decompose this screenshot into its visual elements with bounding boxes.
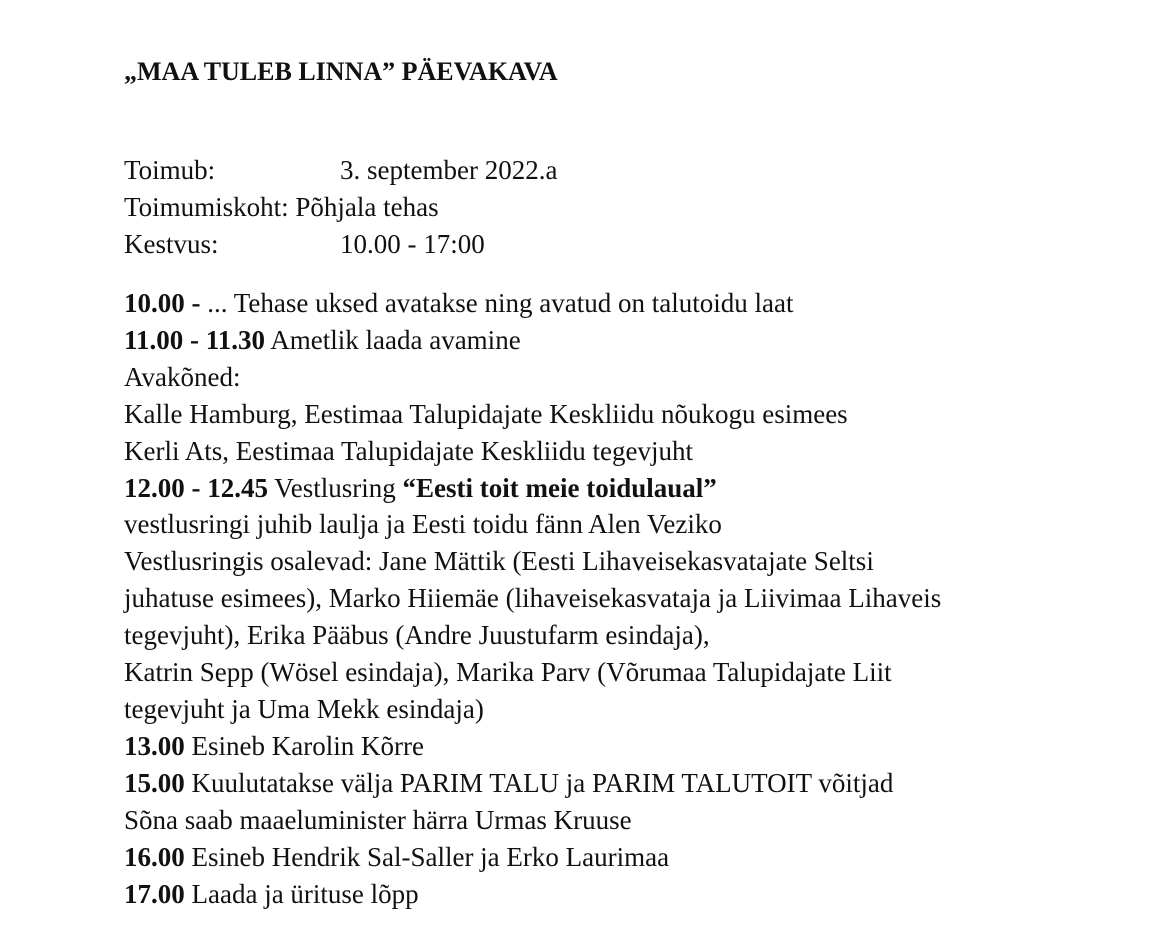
program-line (124, 285, 1149, 322)
program-text: tegevjuht), Erika Pääbus (Andre Juustufarm esindaja), (124, 620, 710, 651)
program-text: Katrin Sepp (Wösel esindaja), Marika Parv (Võrumaa Talupidajate Liit (124, 657, 892, 688)
program-line (124, 433, 1149, 470)
program-time: 15.00 (124, 767, 185, 798)
program-line (124, 765, 1149, 802)
program-time: 11.00 - 11.30 (124, 324, 266, 355)
date-label: Toimub: (124, 155, 216, 185)
program-text: tegevjuht ja Uma Mekk esindaja) (124, 693, 484, 724)
program-line (124, 359, 1149, 396)
program-line (124, 691, 1149, 728)
venue-label: Toimumiskoht: (124, 192, 289, 222)
program-text: Kalle Hamburg, Eestimaa Talupidajate Keskliidu nõukogu esimees (124, 398, 848, 429)
program-text: vestlusringi juhib laulja ja Eesti toidu fänn Alen Veziko (124, 509, 722, 540)
program-line (124, 506, 1149, 543)
program-text: Vestlusringis osalevad: Jane Mättik (Eesti Lihaveisekasvatajate Seltsi (124, 546, 874, 577)
program-line (124, 876, 1149, 913)
program-time: 16.00 (124, 841, 185, 872)
program-line (124, 396, 1149, 433)
program-line (124, 580, 1149, 617)
program-time: 12.00 - 12.45 (124, 472, 268, 503)
program-line (124, 728, 1149, 765)
program-text: Esineb Hendrik Sal-Saller ja Erko Laurimaa (184, 841, 670, 872)
program-line (124, 802, 1149, 839)
program-line (124, 839, 1149, 876)
program-text: ... Tehase uksed avatakse ning avatud on talutoidu laat (207, 288, 794, 318)
duration-value: 10.00 - 17:00 (340, 229, 485, 259)
program-line (124, 654, 1149, 691)
date-value: 3. september 2022.a (340, 155, 558, 185)
page-title: „MAA TULEB LINNA” PÄEVAKAVA (124, 57, 558, 86)
program-text: Esineb Karolin Kõrre (184, 730, 424, 761)
duration-row (124, 226, 557, 263)
program-text: Kuulutatakse välja PARIM TALU ja PARIM TALUTOIT võitjad (184, 767, 894, 798)
program-time: 17.00 (124, 878, 185, 909)
program-text: Ametlik laada avamine (265, 324, 521, 355)
venue-row (124, 189, 557, 226)
duration-label: Kestvus: (124, 229, 219, 259)
program-time: 10.00 - (124, 288, 208, 318)
venue-value: Põhjala tehas (295, 192, 439, 222)
panel-title: “Eesti toit meie toidulaual” (402, 472, 717, 503)
program-text: Vestlusring (268, 472, 403, 503)
program-text: Sõna saab maaeluminister härra Urmas Kruuse (124, 804, 632, 835)
program-line (124, 470, 1149, 507)
program-time: 13.00 (124, 730, 185, 761)
program-text: Laada ja ürituse lõpp (184, 878, 419, 909)
date-row (124, 152, 557, 189)
program-line (124, 543, 1149, 580)
program-schedule (124, 285, 1149, 912)
program-line (124, 617, 1149, 654)
program-text: Avakõned: (124, 361, 241, 392)
program-text: juhatuse esimees), Marko Hiiemäe (lihaveisekasvataja ja Liivimaa Lihaveis (124, 583, 942, 614)
program-text: Kerli Ats, Eestimaa Talupidajate Keskliidu tegevjuht (124, 435, 693, 466)
event-info (124, 152, 557, 263)
program-line (124, 322, 1149, 359)
